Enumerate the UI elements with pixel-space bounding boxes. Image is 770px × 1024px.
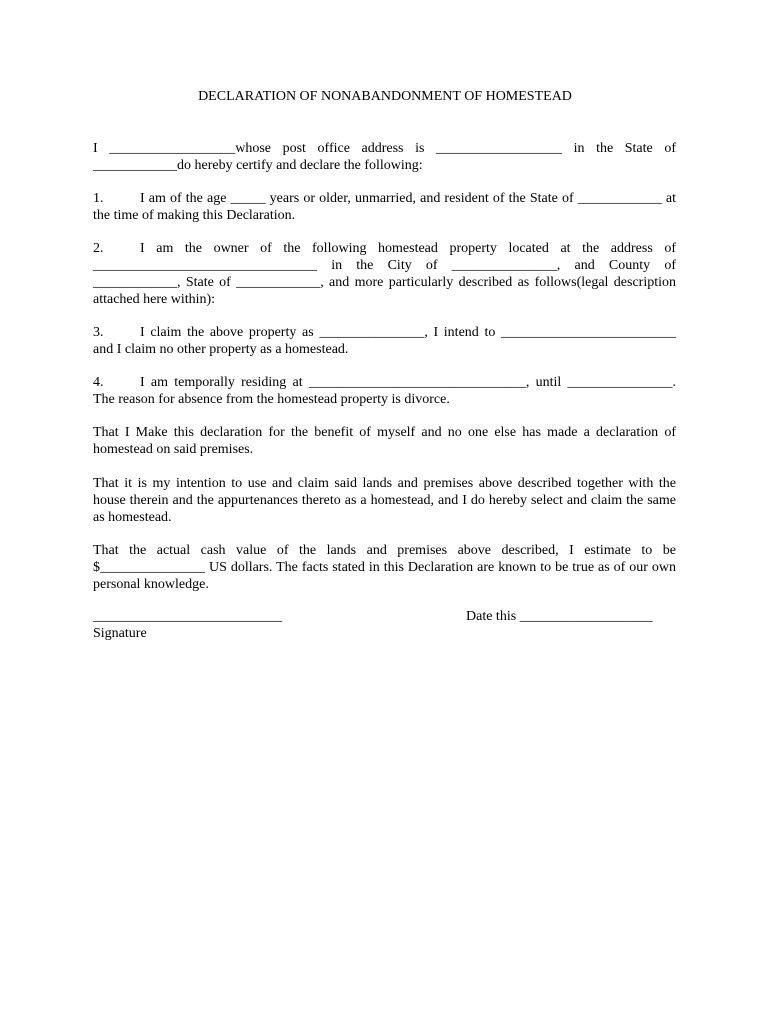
- signature-line: ___________________________: [93, 609, 282, 624]
- item-text: I am the owner of the following homestead property located at the address of ________________________________ in the City of _______________, and County of ____________, State of ____________, and more particularly described as follows(legal description attached here within):: [93, 241, 676, 307]
- date-line: Date this ___________________: [466, 609, 653, 624]
- document-title: DECLARATION OF NONABANDONMENT OF HOMESTEAD: [198, 89, 572, 104]
- item-text: I am temporally residing at _______________________________, until _______________. The reason for absence from the homestead property is divorce.: [93, 375, 676, 407]
- item-number: 4.: [93, 375, 104, 390]
- paragraph-intention: That it is my intention to use and claim said lands and premises above described together with the house therein and the appurtenances thereto as a homestead, and I do hereby select and claim the same as homestead.: [93, 476, 676, 525]
- item-number: 3.: [93, 325, 104, 340]
- item-text: I claim the above property as _______________, I intend to _________________________ and I claim no other property as a homestead.: [93, 325, 676, 357]
- intro-paragraph: I __________________whose post office address is __________________ in the State of ____________do hereby certify and declare the following:: [93, 141, 676, 173]
- numbered-item-3: [93, 324, 676, 358]
- item-number: 2.: [93, 241, 104, 256]
- numbered-item-2: [93, 240, 676, 308]
- item-number: 1.: [93, 191, 104, 206]
- signature-label: Signature: [93, 626, 147, 641]
- item-text: I am of the age _____ years or older, unmarried, and resident of the State of ____________ at the time of making this Declaration.: [93, 191, 676, 223]
- paragraph-declaration-benefit: That I Make this declaration for the benefit of myself and no one else has made a declaration of homestead on said premises.: [93, 425, 676, 457]
- numbered-item-4: [93, 374, 676, 408]
- numbered-item-1: [93, 190, 676, 224]
- paragraph-cash-value: That the actual cash value of the lands and premises above described, I estimate to be $_______________ US dollars. The facts stated in this Declaration are known to be true as of our own personal knowledge.: [93, 543, 676, 592]
